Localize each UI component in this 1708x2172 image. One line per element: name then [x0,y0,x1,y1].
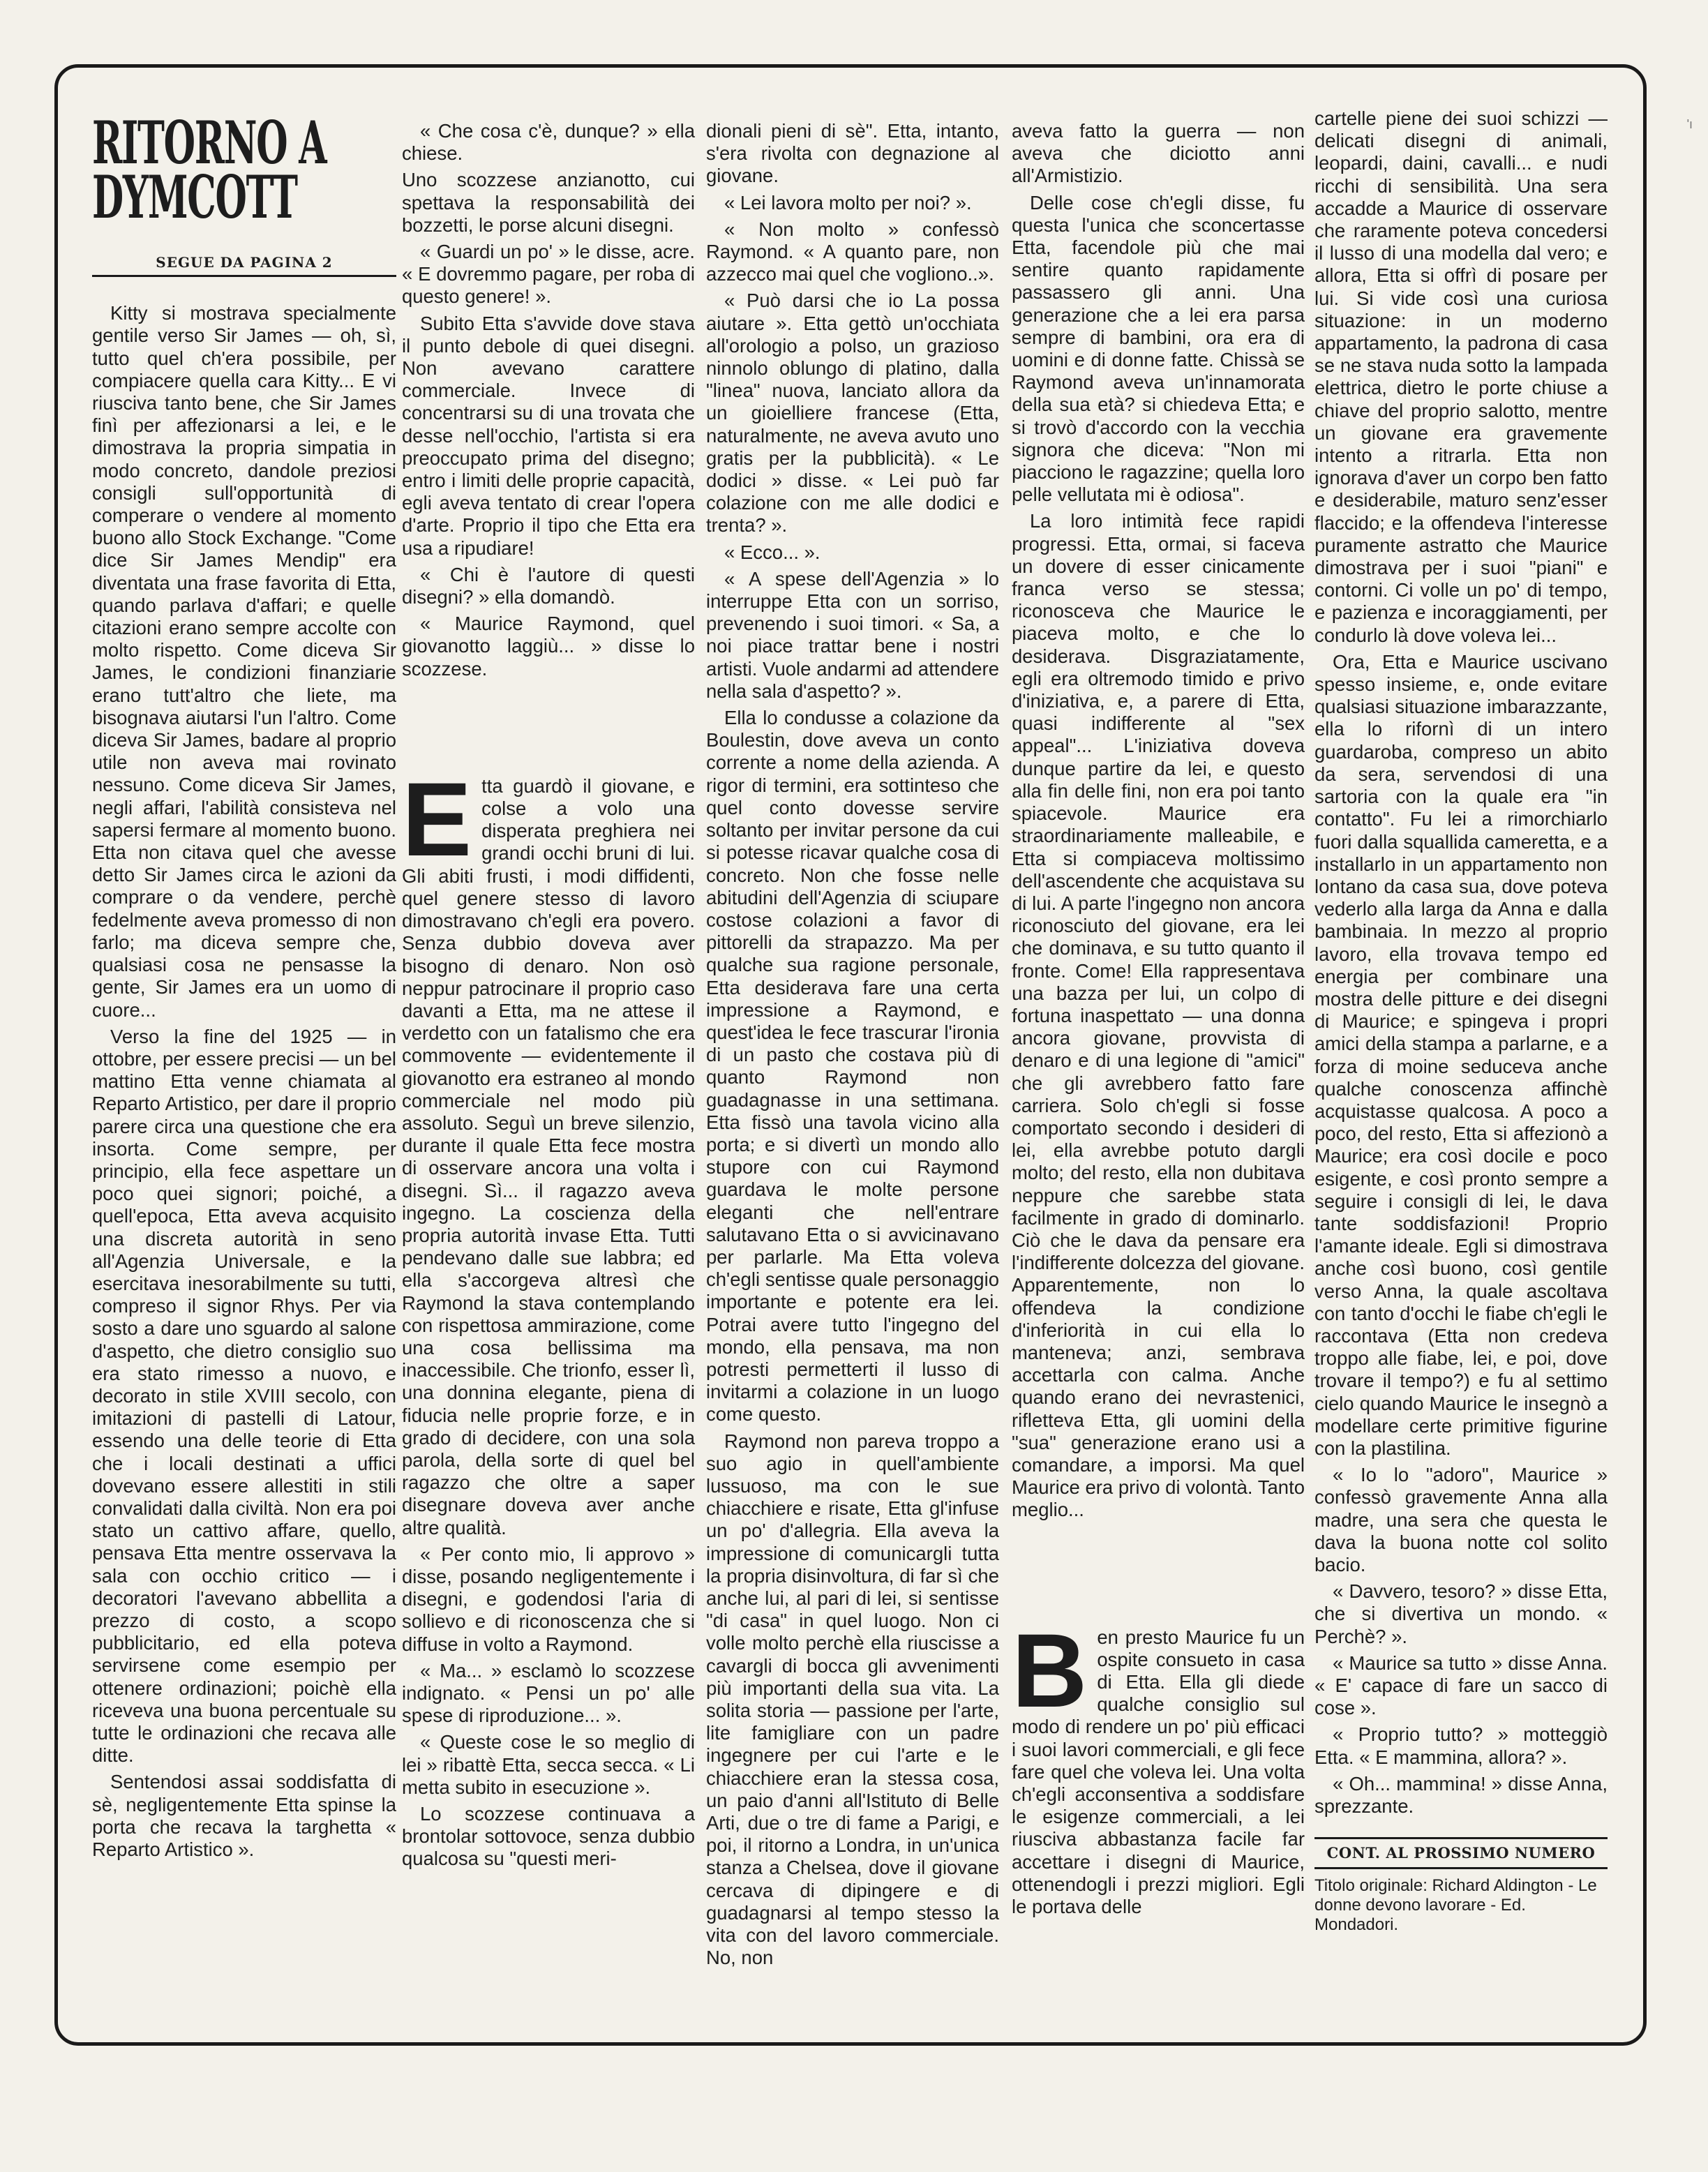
paragraph: « Maurice Raymond, quel giovanotto laggiù... » disse lo scozzese. [402,613,695,680]
column-4 [1012,120,1305,1922]
paragraph: « Queste cose le so meglio di lei » ribattè Etta, secca secca. « Li metta subito in esecuzione ». [402,1731,695,1798]
paragraph: en presto Maurice fu un ospite consueto in casa di Etta. Ella gli diede qualche consiglio sul modo di rendere un po' più efficaci i suoi lavori commerciali, e gli fece fare quel che voleva lei. Una volta ch'egli acconsentiva a soddisfare le esigenze commerciali, a lei riusciva abbastanza facile far accettare i disegni di Maurice, ottenendogli i prezzi migliori. Egli le portava delle [1012,1626,1305,1918]
paragraph: aveva fatto la guerra — non aveva che diciotto anni all'Armistizio. [1012,120,1305,187]
paragraph: tta guardò il giovane, e colse a volo una disperata preghiera nei grandi occhi bruni di lui. Gli abiti frusti, i modi diffidenti, quel genere stesso di lavoro dimostravano ch'egli era povero. Senza dubbio doveva aver bisogno di denaro. Non osò neppur patrocinare il proprio caso davanti a Etta, ma ne attese il verdetto con un fatalismo che era commovente — evidentemente il giovanotto era estraneo al mondo commerciale nel modo più assoluto. Seguì un breve silenzio, durante il quale Etta fece mostra di osservare ancora una volta i disegni. Sì... il ragazzo aveva ingegno. La coscienza della propria autorità invase Etta. Tutti pendevano dalle sue labbra; ed ella s'accorgeva altresì che Raymond la stava contemplando con rispettosa ammirazione, come una cosa bellissima ma inaccessibile. Che trionfo, esser lì, una donnina elegante, piena di fiducia nelle proprie forze, e in grado di decidere, con una sola parola, della sorte di quel bel ragazzo che oltre a saper disegnare doveva aver anche altre qualità. [402,774,695,1538]
paragraph: dionali pieni di sè". Etta, intanto, s'era rivolta con degnazione al giovane. [706,120,999,187]
column-2 [402,120,695,1875]
paragraph: « Non molto » confessò Raymond. « A quanto pare, non azzecco mai quel che vogliono..». [706,218,999,285]
paragraph: « A spese dell'Agenzia » lo interruppe Etta con un sorriso, prevenendo i suoi timori. « Sa, a noi piace trattar bene i nostri artisti. Vuole andarmi ad attendere nella sala d'aspetto? ». [706,567,999,702]
continued-from-label: SEGUE DA PAGINA 2 [92,251,396,277]
paragraph: Verso la fine del 1925 — in ottobre, per essere precisi — un bel mattino Etta venne chiamata al Reparto Artistico, per dare il proprio parere circa una questione che era insorta. Come sempre, per principio, ella fece aspettare un poco quei signori; poiché, a quell'epoca, Etta aveva acquisito una discreta autorità in seno all'Agenzia Universale, e la esercitava inesorabilmente su tutti, compreso il signor Rhys. Per via sosto a dare uno sguardo al salone d'aspetto, che dietro consiglio suo era stato rimesso a nuovo, e decorato in stile XVIII secolo, con imitazioni di pastelli di Latour, essendo una delle teorie di Etta che i locali destinati a uffici dovevano essere allestiti in stili convalidati dalla civiltà. Non era poi stato un cattivo affare, quello, pensava Etta mentre osservava la sala con occhio critico — i decoratori l'avevano abbellita a prezzo di costo, a scopo pubblicitario, ed ella poteva servirsene come esempio per ottenere ordinazioni; poichè ella riceveva una buona percentuale su tutte le ordinazioni che recava alle ditte. [92,1025,396,1767]
paragraph: « Ma... » esclamò lo scozzese indignato. « Pensi un po' alle spese di riproduzione... ». [402,1659,695,1727]
source-credit: Titolo originale: Richard Aldington - Le donne devono lavorare - Ed. Mondadori. [1314,1876,1597,1935]
margin-mark: 'ı [1686,117,1693,131]
paragraph: « Può darsi che io La possa aiutare ». Etta gettò un'occhiata all'orologio a polso, un grazioso ninnolo oblungo di platino, dalla "linea" nuova, lanciato allora da un gioielliere francese (Etta, naturalmente, ne aveva avuto uno gratis per la pubblicità). « Le dodici » disse. « Lei può far colazione con me alle dodici e trenta? ». [706,290,999,537]
continued-label: CONT. AL PROSSIMO NUMERO [1314,1837,1608,1869]
paragraph: Subito Etta s'avvide dove stava il punto debole di quei disegni. Non avevano carattere commerciale. Invece di concentrarsi su di una trovata che desse nell'occhio, l'artista si era preoccupato prima del disegno; entro i limiti delle proprie capacità, egli aveva tentato di crear l'opera d'arte. Proprio il tipo che Etta era usa a ripudiare! [402,312,695,559]
paragraph: Uno scozzese anzianotto, cui spettava la responsabilità dei bozzetti, le porse alcuni disegni. [402,169,695,236]
paragraph: « Io lo "adoro", Maurice » confessò gravemente Anna alla madre, una sera che questa le dava la buona notte col solito bacio. [1314,1464,1608,1575]
paragraph: « Proprio tutto? » motteggiò Etta. « E mammina, allora? ». [1314,1723,1608,1768]
paragraph: « Davvero, tesoro? » disse Etta, che si divertiva un mondo. « Perchè? ». [1314,1580,1608,1647]
drop-cap: B [1012,1611,1088,1729]
paragraph: « Lei lavora molto per noi? ». [724,191,972,214]
paragraph: « Ecco... ». [724,541,821,563]
paragraph: Kitty si mostrava specialmente gentile verso Sir James — oh, sì, tutto quel ch'era possibile, per compiacere quella cara Kitty... E vi riusciva tanto bene, che Sir James finì per affezionarsi a lei, e le dimostrava la propria simpatia in modo concreto, dandole preziosi consigli sull'opportunità di comperare o vendere al momento buono allo Stock Exchange. "Come dice Sir James Mendip" era diventata una frase favorita di Etta, quando parlava d'affari; e quelle citazioni erano sempre accolte con molto rispetto. Come diceva Sir James, le condizioni finanziarie erano tutt'altro che liete, ma bisognava aiutarsi l'un l'altro. Come diceva Sir James, badare al proprio utile non aveva mai rovinato nessuno. Come diceva Sir James, negli affari, l'abilità consisteva nel sapersi fermare al momento buono. Etta non citava quel che avesse detto Sir James circa le azioni da comprare o da vendere, perchè fedelmente aveva promesso di non farlo; ma diceva sempre che, qualsiasi cosa ne pensasse la gente, Sir James era un uomo di cuore... [92,302,396,1021]
paragraph: Delle cose ch'egli disse, fu questa l'unica che sconcertasse Etta, facendole più che mai sentire quanto rapidamente passassero gli anni. Una generazione che a lei era parsa sempre di bambini, ora era di uomini e di donne fatte. Chissà se Raymond aveva un'innamorata della sua età? si chiedeva Etta; e si trovò d'accordo con la vecchia signora che diceva: "Non mi piacciono le ragazzine; quella loro pelle vellutata mi è odiosa". [1012,191,1305,506]
paragraph: Raymond non pareva troppo a suo agio in quell'ambiente lussuoso, ma con le sue chiacchiere e risate, Etta gl'infuse un po' d'allegria. Ella aveva la impressione di comunicargli tutta la propria disinvoltura, di far sì che anche lui, al pari di lei, si sentisse "di casa" in quel luogo. Non ci volle molto perchè ella riuscisse a cavargli di bocca gli avvenimenti più importanti della sua vita. La solita storia — passione per l'arte, lite famigliare con un padre ingegnere per cui l'arte e le chiacchiere eran la stessa cosa, un paio d'anni all'Istituto di Belle Arti, due o tre di fame a Parigi, e poi, il ritorno a Londra, in un'unica stanza a Chelsea, dove il giovane cercava di dipingere e di guadagnarsi al tempo stesso la vita con del lavoro commerciale. No, non [706,1430,999,1969]
column-3 [706,120,999,1973]
paragraph: Lo scozzese continuava a brontolar sottovoce, senza dubbio qualcosa su "questi meri- [402,1803,695,1870]
paragraph: « Per conto mio, li approvo » disse, posando negligentemente i disegni, e godendosi l'aria di sollievo e di riconoscenza che si diffuse in volto a Raymond. [402,1543,695,1655]
paragraph: Ora, Etta e Maurice uscivano spesso insieme, e, onde evitare qualsiasi situazione imbarazzante, ella lo rifornì di un intero guardaroba, compreso un abito da sera, servendosi di una sartoria con la quale era "in contatto". Fu lei a rimorchiarlo fuori dalla squallida cameretta, e a installarlo in un appartamento non lontano da casa sua, dove poteva vederlo alla larga da Anna e dalla bambinaia. In mezzo al proprio lavoro, ella trovava tempo ed energia per combinare una mostra delle pitture e dei disegni di Maurice; e spingeva i propri amici della stampa a parlarne, e a forza di moine seduceva anche qualche conoscenza affinchè acquistasse qualcosa. A poco a poco, del resto, Etta si affezionò a Maurice; era così docile e poco esigente, e così pronto sempre a seguire i consigli di lei, le dava tante soddisfazioni! Proprio l'amante ideale. Egli si dimostrava anche così buono, così gentile verso Anna, la quale ascoltava con tanto d'occhi le fiabe ch'egli le raccontava (Etta non credeva troppo alle fiabe, lei, e poi, dove trovare il tempo?) e fu al settimo cielo quando Maurice le insegnò a modellare certe primitive figurine con la plastilina. [1314,650,1608,1459]
paragraph: cartelle piene dei suoi schizzi — delicati disegni di animali, leopardi, daini, cavalli... e nudi ricchi di sensibilità. Una sera accadde a Maurice di osservare che raramente poteva concedersi il lusso di una modella dal vero; e allora, Etta si offrì di posare per lui. Si vide così una curiosa situazione: in un moderno appartamento, la padrona di casa se ne stava nuda sotto la lampada elettrica, dietro le porte chiuse a chiave del proprio salotto, mentre un giovane era gravemente intento a ritrarla. Etta non ignorava d'aver un corpo ben fatto e desiderabile, maturo senz'esser flaccido; e la offendeva l'interesse puramente astratto che Maurice dimostrava per i suoi "piani" e contorni. Ci volle un po' di tempo, e pazienza e incoraggiamenti, per condurlo là dove voleva lei... [1314,107,1608,646]
paragraph: « Oh... mammina! » disse Anna, sprezzante. [1314,1772,1608,1818]
paragraph: Sentendosi assai soddisfatta di sè, negligentemente Etta spinse la porta che recava la targhetta « Reparto Artistico ». [92,1771,396,1861]
paragraph: « Guardi un po' » le disse, acre. « E dovremmo pagare, per roba di questo genere! ». [402,241,695,308]
paragraph: La loro intimità fece rapidi progressi. Etta, ormai, si faceva un dovere di esser cinicamente franca verso se stessa; riconosceva che Maurice le piaceva molto, e che lo desiderava. Disgraziatamente, egli era oltremodo timido e privo d'iniziativa, e, a parere di Etta, quasi indifferente al "sex appeal"... L'iniziativa doveva dunque partire da lei, e questo alla fin delle fini, non era poi tanto spiacevole. Maurice era straordinariamente malleabile, e Etta si compiaceva moltissimo dell'ascendente che acquistava su di lui. A parte l'ingegno non ancora riconosciuto del giovane, era lei che dominava, e su tutto quanto il fronte. Come! Ella rappresentava una bazza per lui, un colpo di fortuna inaspettato — una donna ancora giovane, provvista di denaro e di una legione di "amici" che gli avrebbero fatto fare carriera. Solo ch'egli si fosse comportato secondo i desideri di lei, ella avrebbe potuto dargli molto; del resto, ella non dubitava neppure che sarebbe stata facilmente in grado di dominarlo. Ciò che le dava da pensare era l'indifferente dolcezza del giovane. Apparentemente, non lo offendeva la condizione d'inferiorità in cui ella lo manteneva; anzi, sembrava accettarla con calma. Anche quando erano dei nevrastenici, rifletteva Etta, gli uomini della "sua" generazione erano usi a comandare, a imporsi. Ma quel Maurice era privo di volontà. Tanto meglio... [1012,510,1305,1521]
paragraph: « Che cosa c'è, dunque? » ella chiese. [402,120,695,165]
drop-cap: E [402,760,472,878]
column-5 [1314,107,1608,1935]
paragraph: « Chi è l'autore di questi disegni? » ella domandò. [402,563,695,608]
section-break-b [1012,1611,1305,1919]
article-title: RITORNO A DYMCOTT [92,108,327,232]
column-1 [92,91,396,1865]
paragraph: « Maurice sa tutto » disse Anna. « E' capace di fare un sacco di cose ». [1314,1652,1608,1719]
paragraph: Ella lo condusse a colazione da Boulestin, dove aveva un conto corrente a nome della azienda. A rigor di termini, era sottinteso che quel conto dovesse servire soltanto per invitar persone da cui si potesse ricavar qualche cosa di concreto. Non che fosse nelle abitudini dell'Agenzia di sciupare costose colazioni a favor di pittorelli da strapazzo. Ma per qualche sua ragione personale, Etta desiderava fare una certa impressione a Raymond, e quest'idea le fece trascurar l'ironia di un pasto che costava più di quanto Raymond non guadagnasse in una settimana. Etta fissò una tavola vicino alla porta; e si divertì un mondo allo stupore con cui Raymond guardava le molte persone eleganti che nell'entrare salutavano Etta o si avvicinavano per parlarle. Ma Etta voleva ch'egli sentisse quale personaggio importante e potente era lei. Potrai avere tutto l'ingegno del mondo, ella pensava, ma non potresti permetterti il lusso di invitarmi a colazione in un luogo come questo. [706,707,999,1425]
section-break-e [402,760,695,1539]
